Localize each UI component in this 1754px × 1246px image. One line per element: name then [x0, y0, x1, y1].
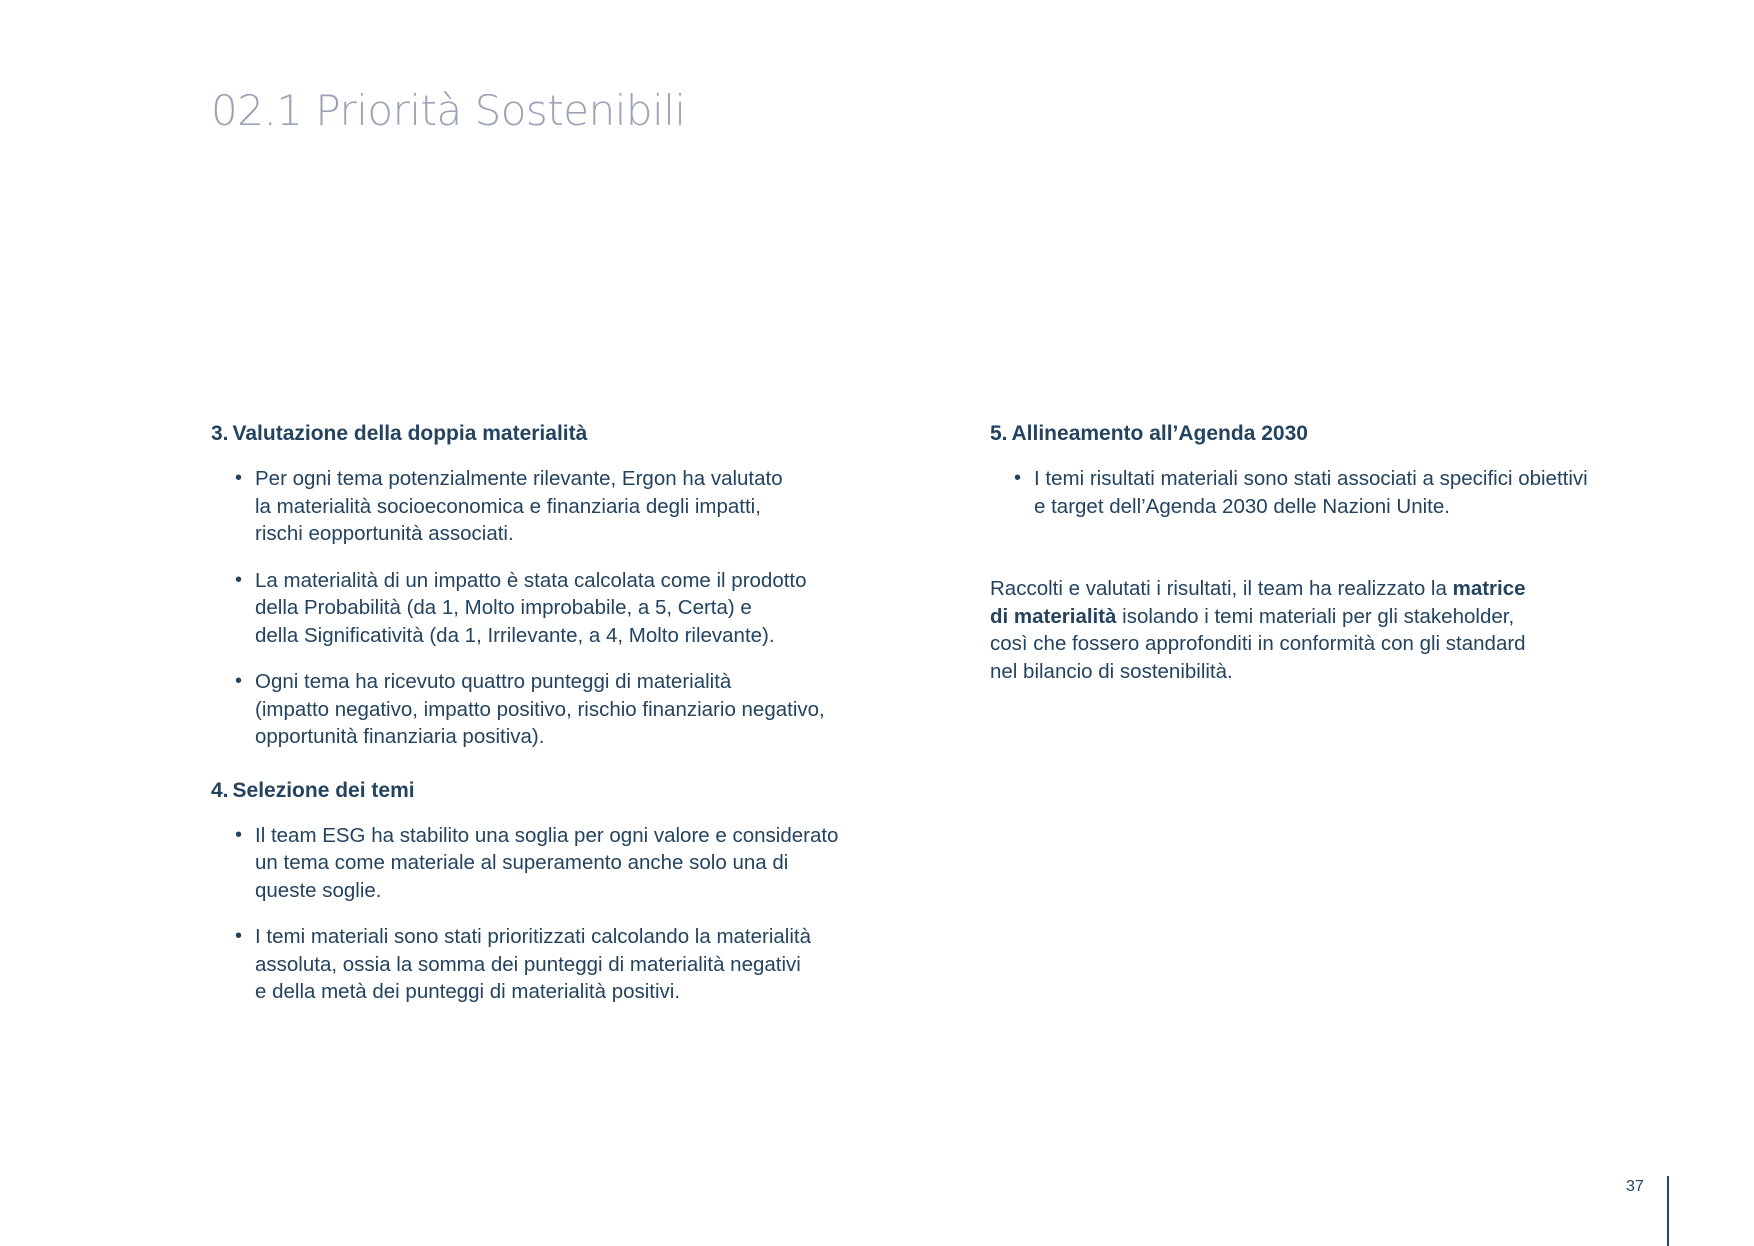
text-line: e della metà dei punteggi di materialità positivi.: [255, 980, 681, 1003]
section-title: Selezione dei temi: [232, 778, 415, 802]
list-item: [990, 465, 1650, 520]
text-line: queste soglie.: [255, 878, 382, 902]
text-line: e target dell’Agenda 2030 delle Nazioni Unite.: [1034, 494, 1450, 518]
section-heading-4: [211, 777, 901, 805]
text-line: [990, 603, 1650, 631]
section-heading-5: [990, 420, 1650, 448]
section-heading-3: [211, 420, 901, 448]
text-line: I temi risultati materiali sono stati associati a specifici obiettivi: [1034, 467, 1588, 490]
bold-term: di materialità: [990, 604, 1117, 628]
list-item: [211, 923, 901, 1006]
text-line: rischi eopportunità associati.: [255, 522, 514, 545]
bullet-icon: •: [235, 467, 243, 489]
left-column: [211, 420, 901, 1025]
text-span: isolando i temi materiali per gli stakeholder,: [1116, 604, 1515, 628]
bullet-icon: •: [235, 925, 243, 947]
right-column: [990, 420, 1650, 685]
text-line: I temi materiali sono stati prioritizzati calcolando la materialità: [255, 925, 812, 948]
bullet-list-3: [211, 465, 901, 751]
text-line: assoluta, ossia la somma dei punteggi di materialità negativi: [255, 952, 801, 976]
text-line: nel bilancio di sostenibilità.: [990, 659, 1233, 683]
section-number: 5.: [990, 422, 1008, 445]
bullet-list-5: [990, 465, 1650, 520]
section-number: 3.: [211, 422, 229, 445]
text-line: La materialità di un impatto è stata calcolata come il prodotto: [255, 568, 807, 592]
bold-term: matrice: [1452, 577, 1526, 600]
section-number: 4.: [211, 778, 229, 802]
bullet-list-4: [211, 822, 901, 1006]
text-line: (impatto negativo, impatto positivo, rischio finanziario negativo,: [255, 697, 825, 721]
section-title: Valutazione della doppia materialità: [232, 422, 588, 445]
section-title: Allineamento all’Agenda 2030: [1011, 422, 1308, 445]
list-item: [211, 465, 901, 548]
list-item: [211, 567, 901, 650]
bullet-icon: •: [235, 568, 243, 591]
text-line: [990, 575, 1650, 603]
text-span: Raccolti e valutati i risultati, il team ha realizzato la: [990, 577, 1453, 600]
page-number: 37: [1626, 1178, 1644, 1195]
summary-paragraph: [990, 575, 1650, 685]
text-line: della Significatività (da 1, Irrilevante, a 4, Molto rilevante).: [255, 623, 775, 647]
text-line: opportunità finanziaria positiva).: [255, 725, 545, 748]
list-item: [211, 668, 901, 751]
text-line: la materialità socioeconomica e finanziaria degli impatti,: [255, 494, 761, 518]
page-number-divider: [1667, 1176, 1669, 1246]
text-line: Per ogni tema potenzialmente rilevante, Ergon ha valutato: [255, 467, 783, 490]
text-line: un tema come materiale al superamento anche solo una di: [255, 851, 789, 874]
text-line: della Probabilità (da 1, Molto improbabile, a 5, Certa) e: [255, 596, 752, 619]
bullet-icon: •: [235, 670, 243, 692]
text-line: Il team ESG ha stabilito una soglia per ogni valore e considerato: [255, 823, 839, 847]
list-item: [211, 822, 901, 905]
bullet-icon: •: [235, 823, 243, 846]
text-line: Ogni tema ha ricevuto quattro punteggi di materialità: [255, 670, 732, 693]
text-line: così che fossero approfonditi in conformità con gli standard: [990, 632, 1526, 655]
bullet-icon: •: [1014, 467, 1022, 489]
page-title: 02.1 Priorità Sostenibili: [211, 86, 686, 135]
